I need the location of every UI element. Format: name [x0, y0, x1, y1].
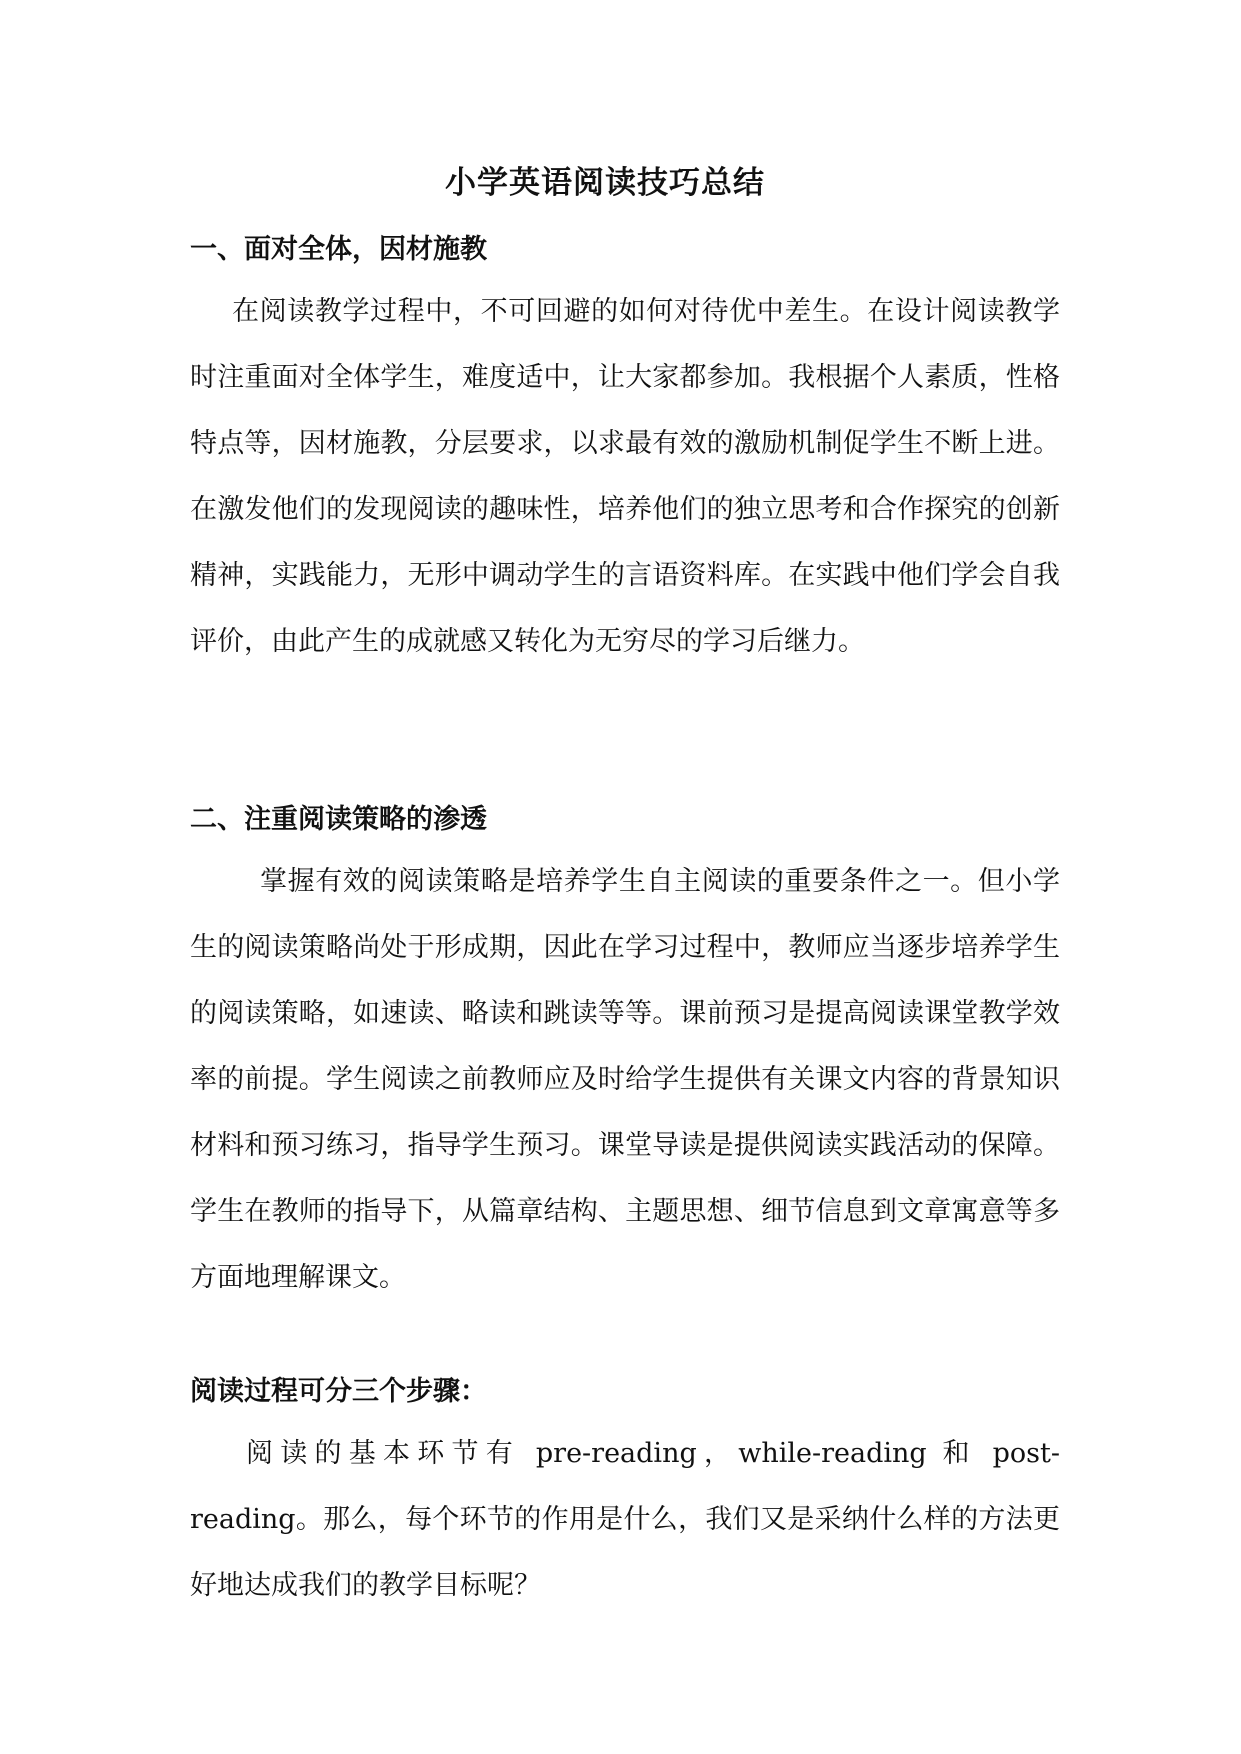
section-heading-1: 一、面对全体，因材施教 — [190, 234, 487, 265]
section-heading-3: 阅读过程可分三个步骤： — [190, 1376, 487, 1407]
section-paragraph-1: 在阅读教学过程中，不可回避的如何对待优中差生。在设计阅读教学时注重面对全体学生，难度适中，让大家都参加。我根据个人素质，性格特点等，因材施教，分层要求，以求最有效的激励机制促学生不断上进。在激发他们的发现阅读的趣味性，培养他们的独立思考和合作探究的创新精神，实践能力，无形中调动学生的言语资料库。在实践中他们学会自我评价，由此产生的成就感又转化为无穷尽的学习后继力。 — [190, 296, 1060, 657]
document-title: 小学英语阅读技巧总结 — [445, 165, 765, 201]
section-heading-2: 二、注重阅读策略的渗透 — [190, 804, 487, 835]
section-paragraph-3: 阅读的基本环节有 pre-reading，while-reading 和 post-reading。那么，每个环节的作用是什么，我们又是采纳什么样的方法更好地达成我们的教学目标呢？ — [190, 1438, 1060, 1601]
section-paragraph-2: 掌握有效的阅读策略是培养学生自主阅读的重要条件之一。但小学生的阅读策略尚处于形成期，因此在学习过程中，教师应当逐步培养学生的阅读策略，如速读、略读和跳读等等。课前预习是提高阅读课堂教学效率的前提。学生阅读之前教师应及时给学生提供有关课文内容的背景知识材料和预习练习，指导学生预习。课堂导读是提供阅读实践活动的保障。学生在教师的指导下，从篇章结构、主题思想、细节信息到文章寓意等多方面地理解课文。 — [190, 866, 1060, 1293]
